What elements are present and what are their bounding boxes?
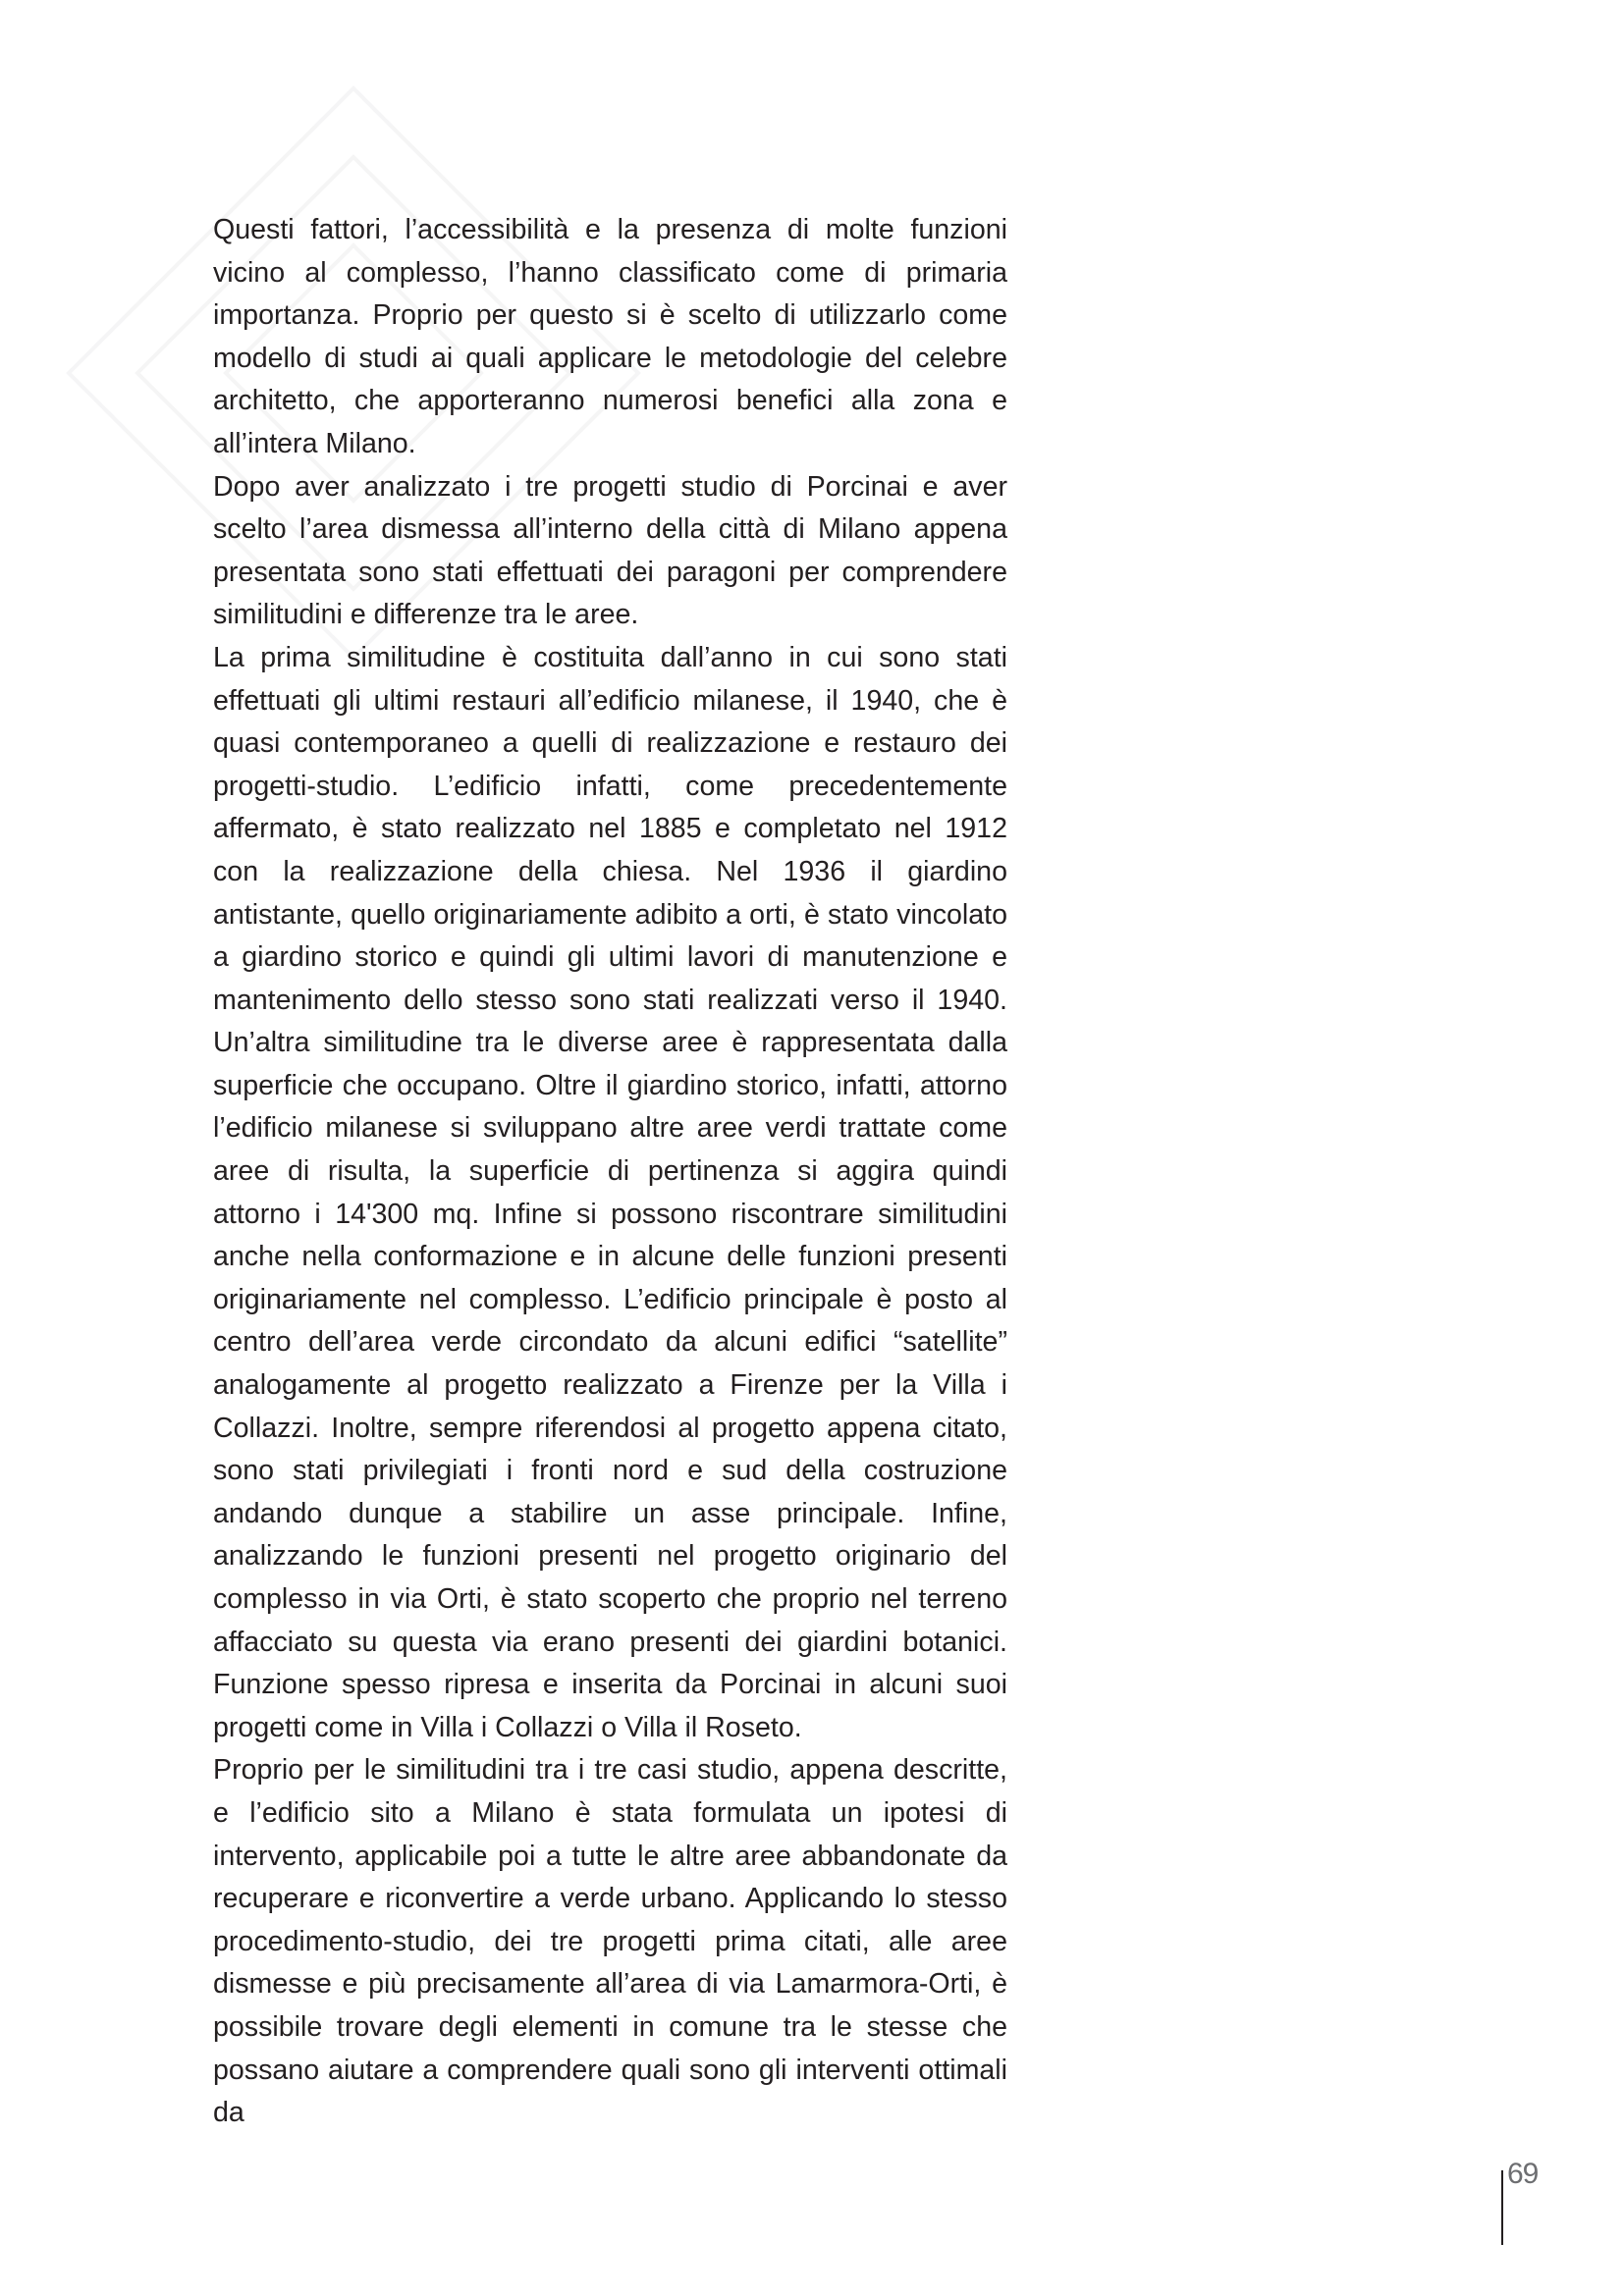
page-number: 69 — [1507, 2158, 1539, 2190]
body-text — [213, 209, 1007, 2135]
page-number-rule — [1501, 2170, 1503, 2245]
paragraph: Dopo aver analizzato i tre progetti studio di Porcinai e aver scelto l’area dismessa all’interno della città di Milano appena presentata sono stati effettuati dei paragoni per comprendere similitudini e differenze tra le aree. — [213, 470, 1007, 631]
paragraph: Proprio per le similitudini tra i tre casi studio, appena descritte, e l’edificio sito a Milano è stata formulata un ipotesi di intervento, applicabile poi a tutte le altre aree abbandonate da recuperare e riconvertire a verde urbano. Applicando lo stesso procedimento-studio, dei tre progetti prima citati, alle aree dismesse e più precisamente all’area di via Lamarmora-Orti, è possibile trovare degli elementi in comune tra le stesse che possano aiutare a comprendere quali sono gli interventi ottimali da — [213, 1754, 1007, 2129]
paragraph: Questi fattori, l’accessibilità e la presenza di molte funzioni vicino al complesso, l’hanno classificato come di primaria importanza. Proprio per questo si è scelto di utilizzarlo come modello di studi ai quali applicare le metodologie del celebre architetto, che apporteranno numerosi benefici alla zona e all’intera Milano. — [213, 214, 1007, 459]
paragraph: La prima similitudine è costituita dall’anno in cui sono stati effettuati gli ultimi restauri all’edificio milanese, il 1940, che è quasi contemporaneo a quelli di realizzazione e restauro dei progetti-studio. L’edificio infatti, come precedentemente affermato, è stato realizzato nel 1885 e completato nel 1912 con la realizzazione della chiesa. Nel 1936 il giardino antistante, quello originariamente adibito a orti, è stato vincolato a giardino storico e quindi gli ultimi lavori di manutenzione e mantenimento dello stesso sono stati realizzati verso il 1940. Un’altra similitudine tra le diverse aree è rappresentata dalla superficie che occupano. Oltre il giardino storico, infatti, attorno l’edificio milanese si sviluppano altre aree verdi trattate come aree di risulta, la superficie di pertinenza si aggira quindi attorno i 14'300 mq. Infine si possono riscontrare similitudini anche nella conformazione e in alcune delle funzioni presenti originariamente nel complesso. L’edificio principale è posto al centro dell’area verde circondato da alcuni edifici “satellite” analogamente al progetto realizzato a Firenze per la Villa i Collazzi. Inoltre, sempre riferendosi al progetto appena citato, sono stati privilegiati i fronti nord e sud della costruzione andando dunque a stabilire un asse principale. Infine, analizzando le funzioni presenti nel progetto originario del complesso in via Orti, è stato scoperto che proprio nel terreno affacciato su questa via erano presenti dei giardini botanici. Funzione spesso ripresa e inserita da Porcinai in alcuni suoi progetti come in Villa i Collazzi o Villa il Roseto. — [213, 641, 1007, 1743]
